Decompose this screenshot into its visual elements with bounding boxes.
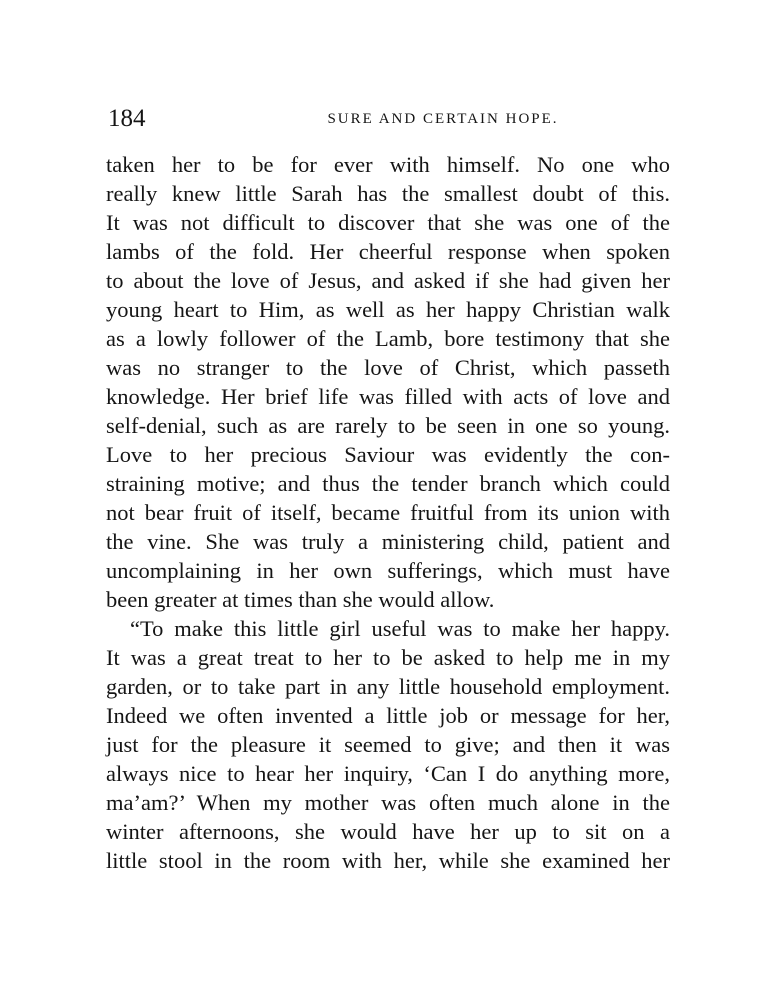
text-line: taken her to be for ever with himself. No one who [106, 152, 670, 177]
page-header [108, 104, 668, 134]
text-line: always nice to hear her inquiry, ‘Can I do anything more, [106, 761, 670, 786]
text-line: “To make this little girl useful was to make her happy. [130, 616, 670, 641]
body-text [106, 150, 670, 875]
text-line: the vine. She was truly a ministering child, patient and [106, 529, 670, 554]
running-head: SURE AND CERTAIN HOPE. [327, 111, 559, 127]
text-line: lambs of the fold. Her cheerful response when spoken [106, 239, 670, 264]
text-line: Indeed we often invented a little job or message for her, [106, 703, 670, 728]
text-line: to about the love of Jesus, and asked if she had given her [106, 268, 670, 293]
text-line: as a lowly follower of the Lamb, bore testimony that she [106, 326, 670, 351]
text-line: It was not difficult to discover that she was one of the [106, 210, 670, 235]
text-line: self-denial, such as are rarely to be seen in one so young. [106, 413, 670, 438]
text-line: straining motive; and thus the tender branch which could [106, 471, 670, 496]
text-line: Love to her precious Saviour was evidently the con- [106, 442, 670, 467]
page-number: 184 [108, 105, 146, 132]
text-line: was no stranger to the love of Christ, which passeth [106, 355, 670, 380]
text-line: been greater at times than she would allow. [106, 587, 495, 612]
text-line: little stool in the room with her, while she examined her [106, 848, 670, 873]
text-line: uncomplaining in her own sufferings, which must have [106, 558, 670, 583]
text-line: garden, or to take part in any little household employment. [106, 674, 670, 699]
text-line: ma’am?’ When my mother was often much alone in the [106, 790, 670, 815]
text-line: winter afternoons, she would have her up to sit on a [106, 819, 670, 844]
text-line: just for the pleasure it seemed to give; and then it was [106, 732, 670, 757]
text-line: It was a great treat to her to be asked to help me in my [106, 645, 670, 670]
text-line: young heart to Him, as well as her happy Christian walk [106, 297, 670, 322]
text-line: knowledge. Her brief life was filled with acts of love and [106, 384, 670, 409]
text-line: not bear fruit of itself, became fruitful from its union with [106, 500, 670, 525]
text-line: really knew little Sarah has the smallest doubt of this. [106, 181, 670, 206]
